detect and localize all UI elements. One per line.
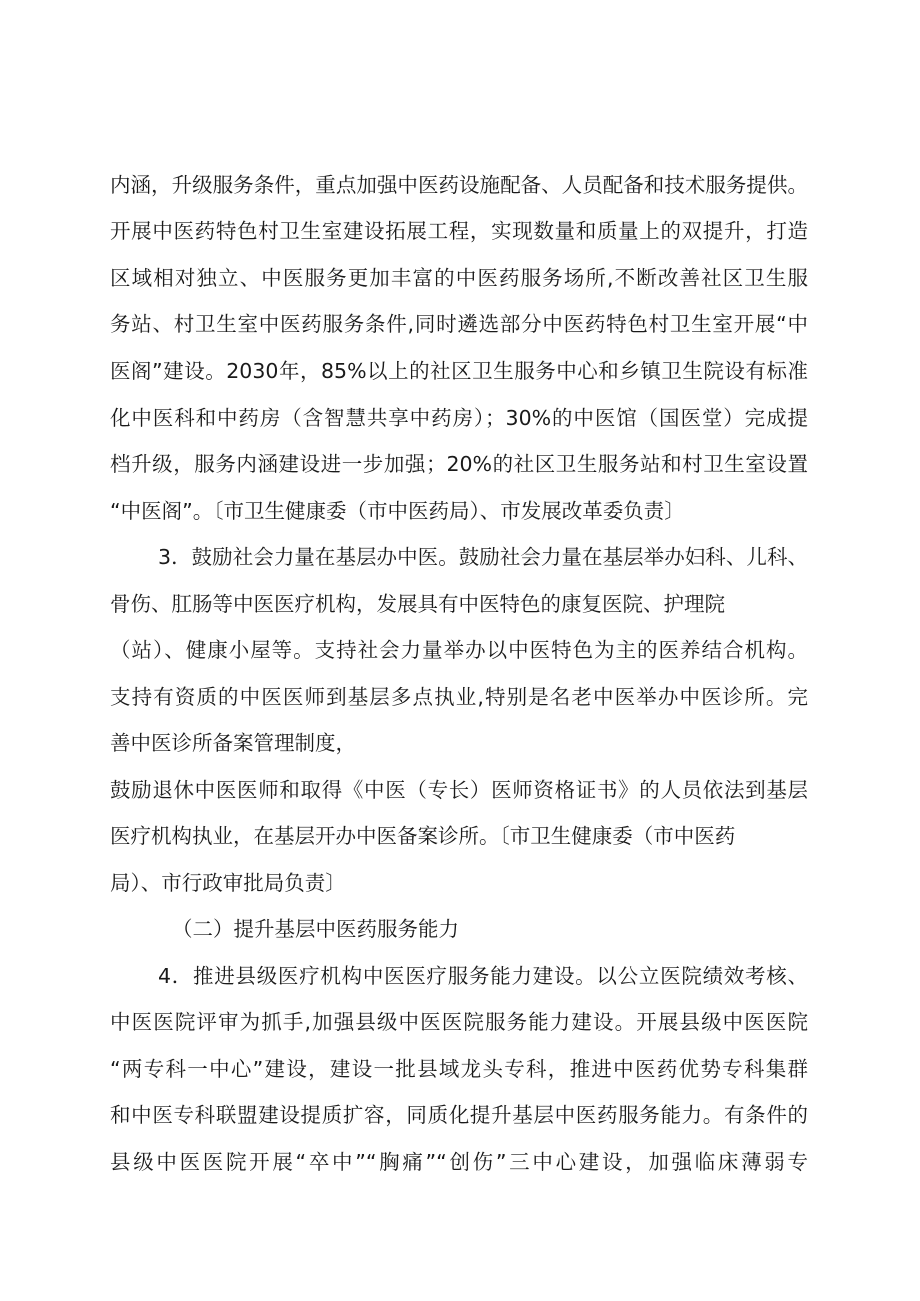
text-line: 鼓励退休中医医师和取得《中医（专长）医师资格证书》的人员依法到基层 [110,778,808,802]
paragraph-3-heading-line: 3．鼓励社会力量在基层办中医。鼓励社会力量在基层举办妇科、儿科、 [158,545,808,569]
text-line: 善中医诊所备案管理制度， [110,731,356,755]
text-line: 医疗机构执业，在基层开办中医备案诊所。〔市卫生健康委（市中医药 [110,824,736,848]
text-line: 区域相对独立、中医服务更加丰富的中医药服务场所,不断改善社区卫生服 [110,266,808,290]
text-line: 档升级，服务内涵建设进一步加强；20%的社区卫生服务站和村卫生室设置 [110,452,808,476]
text-line: “两专科一中心”建设，建设一批县域龙头专科，推进中医药优势专科集群 [110,1057,808,1081]
section-heading: （二）提升基层中医药服务能力 [172,917,459,941]
text-line: （站）、健康小屋等。支持社会力量举办以中医特色为主的医养结合机构。 [110,638,808,662]
text-line: 化中医科和中药房（含智慧共享中药房）；30%的中医馆（国医堂）完成提 [110,406,808,430]
text-line: “中医阁”。〔市卫生健康委（市中医药局）、市发展改革委负责〕 [110,499,685,523]
text-line: 骨伤、肛肠等中医医疗机构，发展具有中医特色的康复医院、护理院 [110,592,725,616]
text-line: 开展中医药特色村卫生室建设拓展工程，实现数量和质量上的双提升，打造 [110,219,808,243]
text-line: 中医医院评审为抓手,加强县级中医医院服务能力建设。开展县级中医医院 [110,1010,808,1034]
text-line: 和中医专科联盟建设提质扩容，同质化提升基层中医药服务能力。有条件的 [110,1103,808,1127]
text-line: 医阁”建设。2030年，85%以上的社区卫生服务中心和乡镇卫生院设有标准 [110,359,808,383]
paragraph-4-heading-line: 4．推进县级医疗机构中医医疗服务能力建设。以公立医院绩效考核、 [158,964,808,988]
text-line: 局）、市行政审批局负责〕 [110,871,346,895]
text-line: 县级中医医院开展“卒中”“胸痛”“创伤”三中心建设，加强临床薄弱专 [110,1150,808,1174]
text-line: 支持有资质的中医医师到基层多点执业,特别是名老中医举办中医诊所。完 [110,685,808,709]
text-line: 内涵，升级服务条件，重点加强中医药设施配备、人员配备和技术服务提供。 [110,173,808,197]
text-line: 务站、村卫生室中医药服务条件,同时遴选部分中医药特色村卫生室开展“中 [110,312,808,336]
